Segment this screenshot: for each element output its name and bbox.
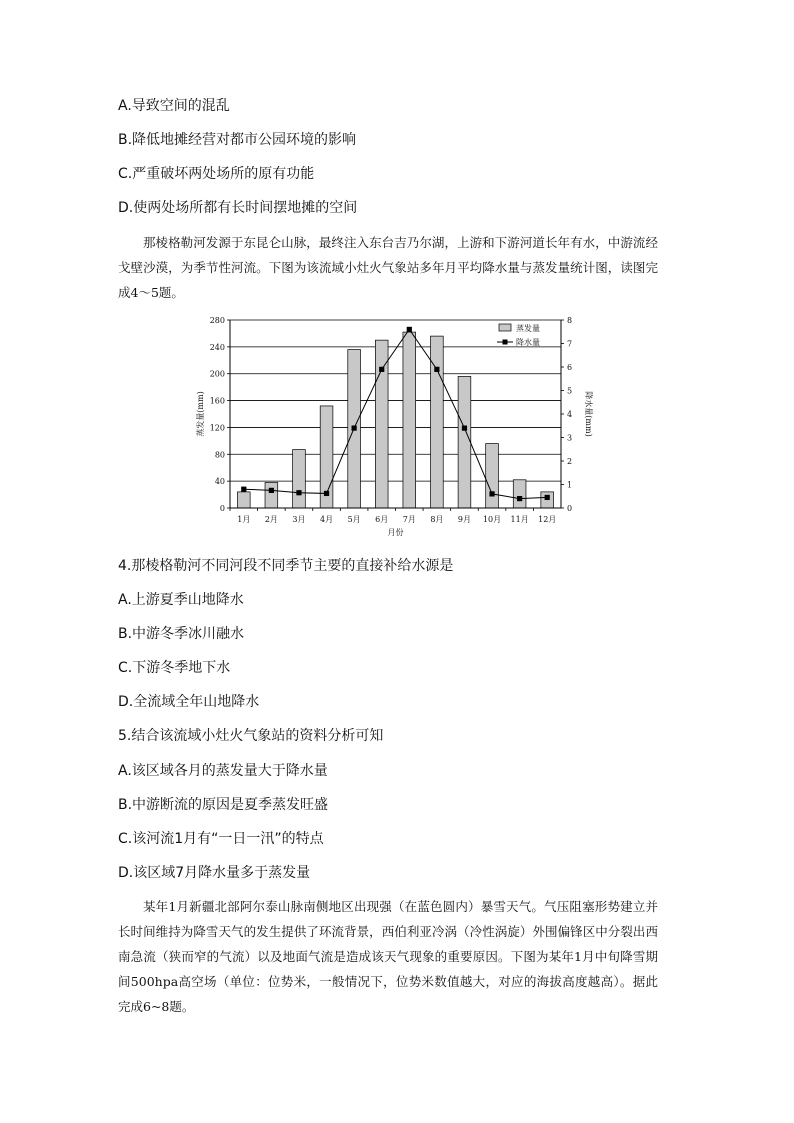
legend-evaporation-swatch [499,324,511,331]
precipitation-point [407,327,412,332]
evaporation-bar [237,492,250,508]
precipitation-line [244,329,547,498]
q4-option-c: C.下游冬季地下水 [118,660,231,676]
x-axis-tick-label: 10月 [482,515,502,524]
q3-option-c: C.严重破坏两处场所的原有功能 [118,166,315,182]
right-axis-tick-label: 2 [567,457,573,466]
right-axis-tick-label: 3 [567,433,573,443]
x-axis-tick-label: 2月 [264,515,278,524]
x-axis-tick-label: 8月 [430,515,444,524]
passage-river: 那棱格勒河发源于东昆仑山脉，最终注入东台吉乃尔湖，上游和下游河道长年有水，中游流经戈壁沙漠，为季节性河流。下图为该流域小灶火气象站多年月平均降水量与蒸发量统计图，读图完成4～5题。 [118,235,658,300]
left-axis-tick-label: 200 [209,369,225,379]
precipitation-point [352,426,357,431]
x-axis-tick-label: 5月 [347,515,361,524]
precipitation-point [241,487,246,492]
left-axis-tick-label: 240 [209,342,225,352]
q5-option-d: D.该区域7月降水量多于蒸发量 [118,865,311,881]
evaporation-bar [486,444,499,508]
q5-option-b: B.中游断流的原因是夏季蒸发旺盛 [118,797,329,813]
left-axis-tick-label: 40 [214,477,225,487]
x-axis-title: 月份 [387,528,404,537]
evaporation-bar [458,376,471,508]
evaporation-precipitation-chart [190,308,610,540]
evaporation-bar [513,480,526,508]
left-axis-title: 蒸发量(mm) [196,391,205,437]
q3-option-b: B.降低地摊经营对都市公园环境的影响 [118,132,357,148]
precipitation-point [296,490,301,495]
x-axis-tick-label: 3月 [292,515,306,524]
right-axis-tick-label: 5 [567,386,573,396]
x-axis-tick-label: 6月 [375,515,389,524]
right-axis-tick-label: 4 [567,410,573,419]
right-axis-tick-label: 7 [567,339,573,349]
precipitation-point [269,488,274,493]
left-axis-tick-label: 280 [209,316,225,325]
q4-option-d: D.全流域全年山地降水 [118,694,260,710]
x-axis-tick-label: 11月 [510,515,529,524]
right-axis-tick-label: 1 [567,480,573,490]
q4-option-a: A.上游夏季山地降水 [118,592,244,608]
legend-precipitation-label: 降水量 [516,338,540,347]
q4-stem: 4.那棱格勒河不同河段不同季节主要的直接补给水源是 [118,558,454,574]
precipitation-point [462,426,467,431]
evaporation-bar [431,336,444,508]
x-axis-tick-label: 12月 [538,515,557,524]
q4-option-b: B.中游冬季冰川融水 [118,626,245,642]
right-axis-title: 降水量(mm) [584,391,593,437]
left-axis-tick-label: 120 [209,423,225,433]
q3-option-d: D.使两处场所都有长时间摆地摊的空间 [118,200,358,216]
left-axis-tick-label: 0 [219,504,225,513]
left-axis-tick-label: 80 [214,450,225,460]
right-axis-tick-label: 6 [567,363,573,372]
passage-snowstorm: 某年1月新疆北部阿尔泰山脉南侧地区出现强（在蓝色圆内）暴雪天气。气压阻塞形势建立并长时间维持为降雪天气的发生提供了环流背景，西伯利亚冷涡（冷性涡旋）外围偏锋区中分裂出西南急流（狭而窄的气流）以及地面气流是造成该天气现象的重要原因。下图为某年1月中旬降雪期间500hpa高空场（单位：位势米，一般情况下，位势米数值越大，对应的海拔高度越高）。据此完成6~8题。 [118,899,658,1014]
precipitation-point [434,367,439,372]
precipitation-point [379,367,384,372]
evaporation-bar [375,340,388,508]
evaporation-bar [265,482,278,508]
precipitation-point [489,491,494,496]
right-axis-tick-label: 0 [567,504,573,513]
precipitation-point [545,495,550,500]
q3-option-a: A.导致空间的混乱 [118,98,230,114]
x-axis-tick-label: 7月 [402,515,416,524]
legend-evaporation-label: 蒸发量 [516,324,540,333]
q5-option-a: A.该区域各月的蒸发量大于降水量 [118,763,328,779]
left-axis-tick-label: 160 [209,396,225,406]
evaporation-bar [403,332,416,508]
q5-stem: 5.结合该流域小灶火气象站的资料分析可知 [118,728,384,744]
q5-option-c: C.该河流1月有“一日一汛”的特点 [118,831,324,847]
x-axis-tick-label: 4月 [319,515,334,524]
precipitation-point [324,491,329,496]
right-axis-tick-label: 8 [567,316,573,325]
x-axis-tick-label: 9月 [457,515,472,524]
evaporation-bar [293,450,306,508]
legend-precipitation-marker [503,340,508,345]
x-axis-tick-label: 1月 [237,515,251,524]
precipitation-point [517,496,522,501]
